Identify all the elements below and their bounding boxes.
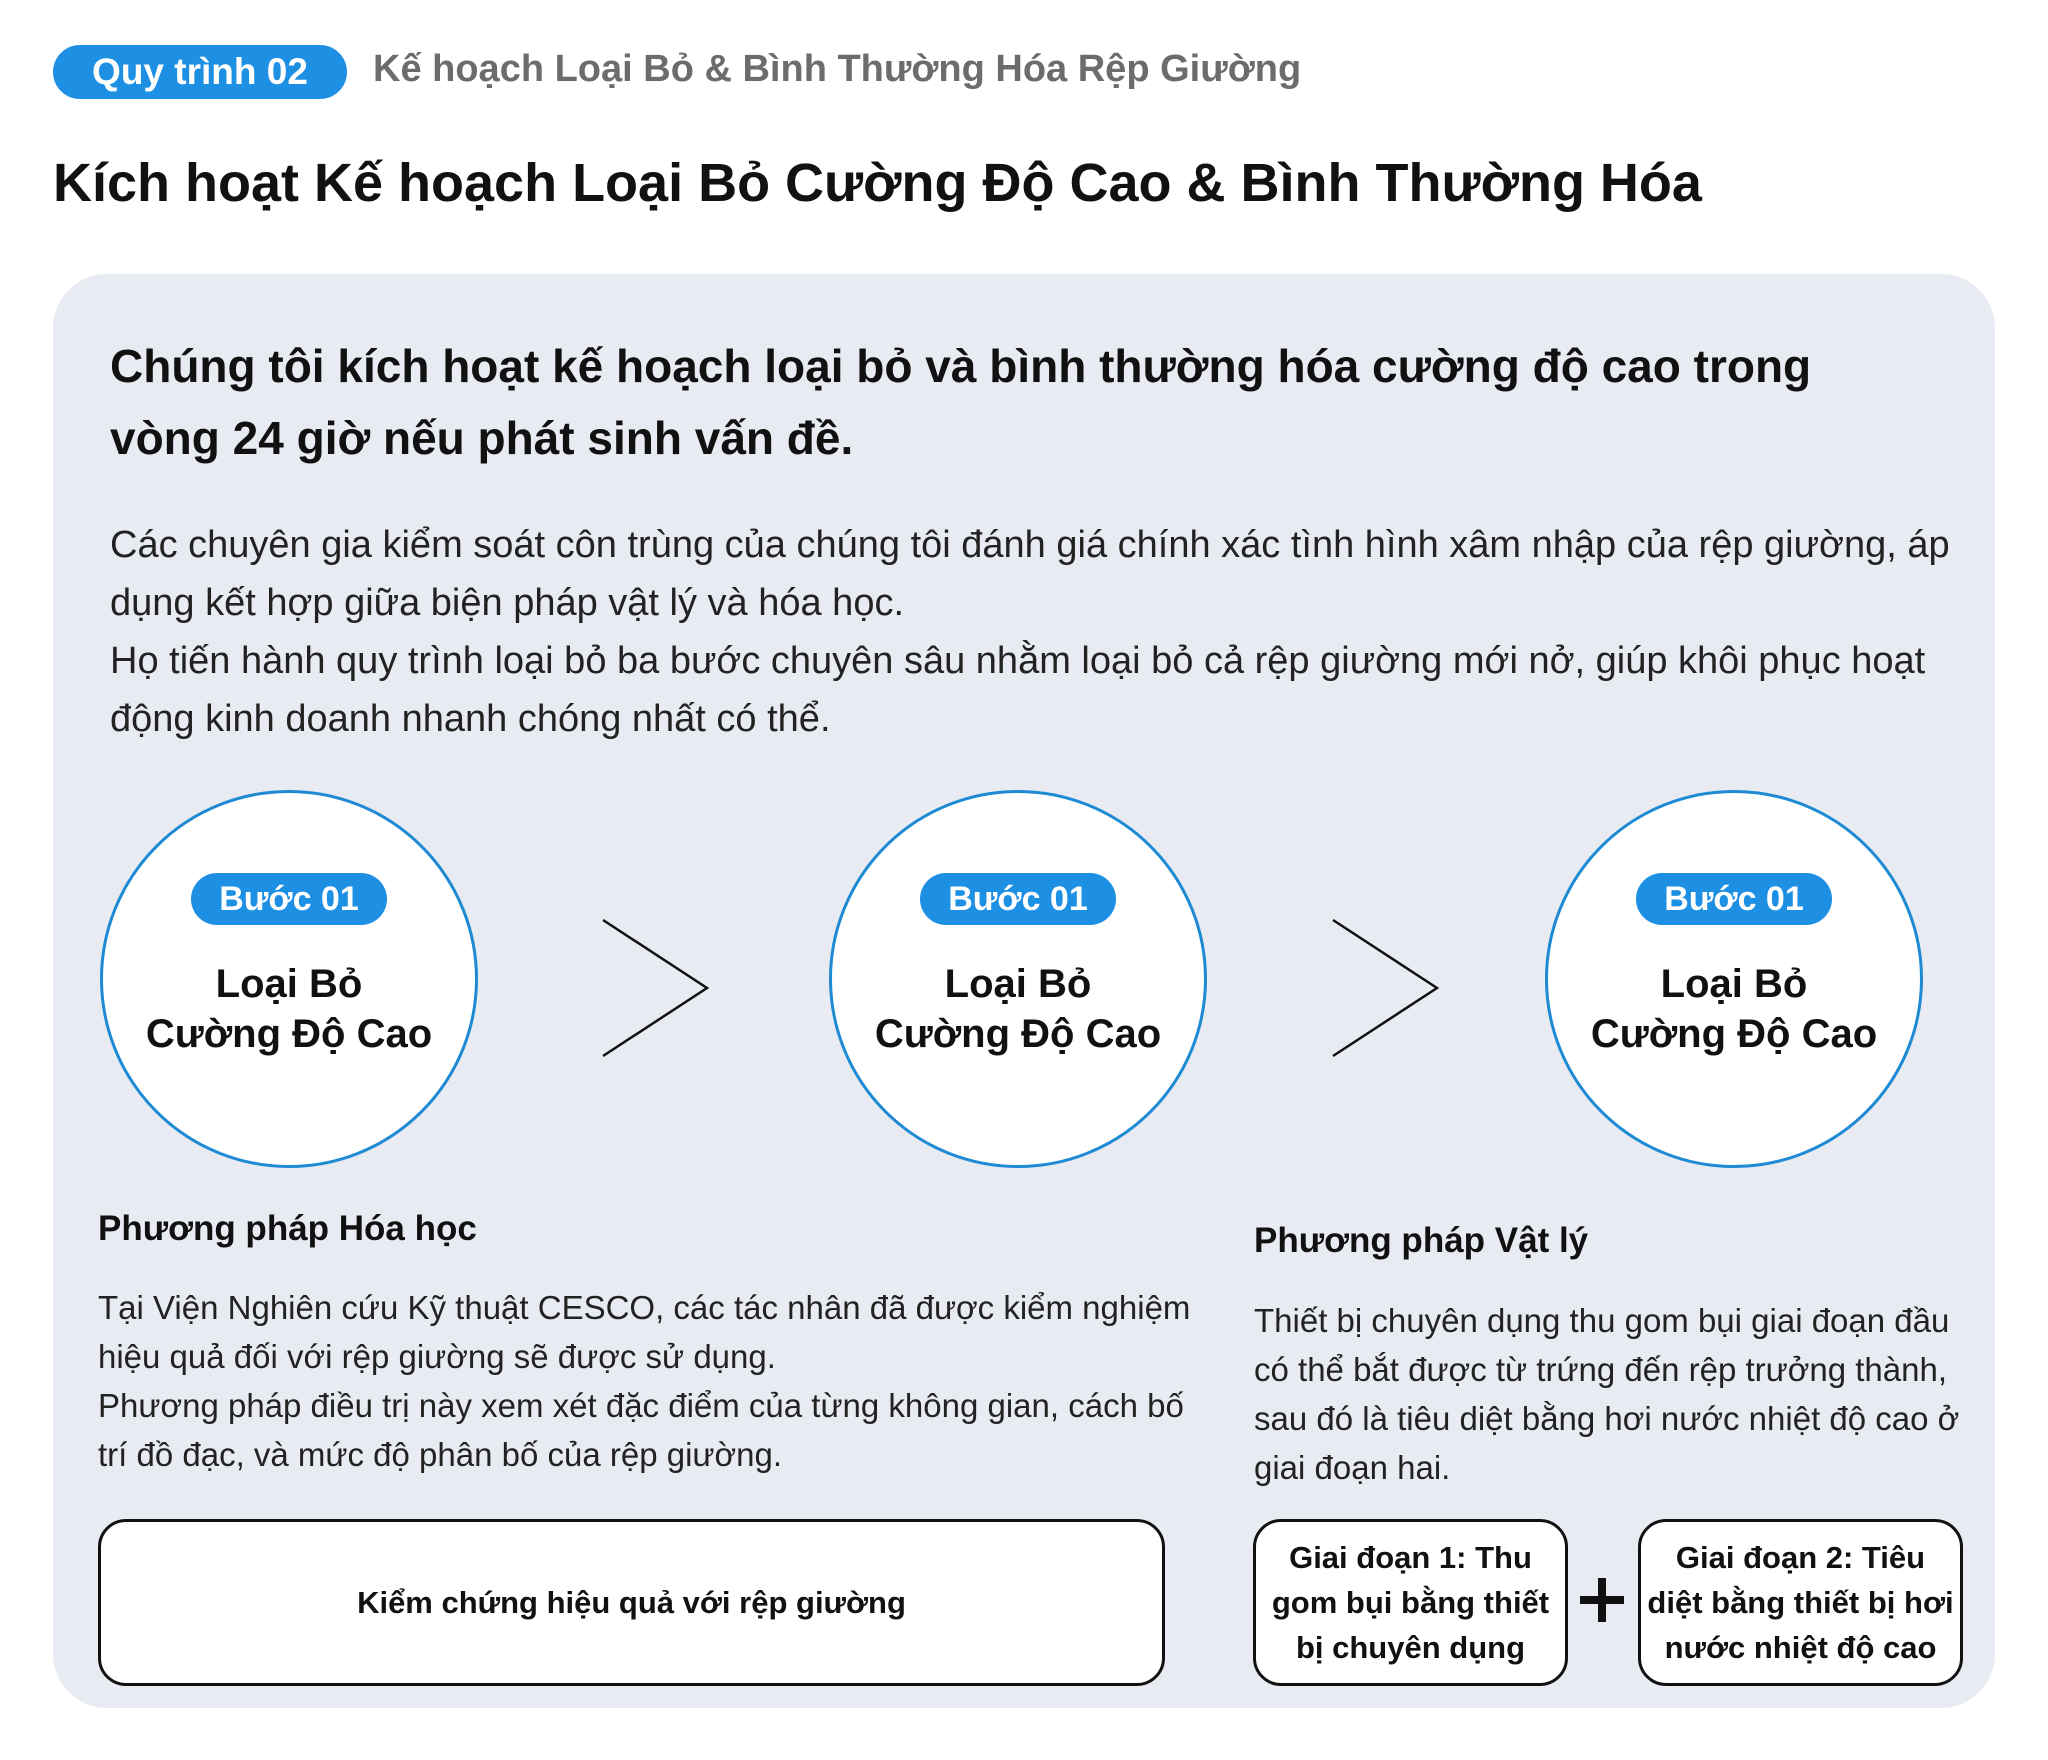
step-circle-3 bbox=[1545, 790, 1923, 1168]
page-title: Kích hoạt Kế hoạch Loại Bỏ Cường Độ Cao & Bình Thường Hóa bbox=[53, 153, 1702, 213]
step-badge: Bước 01 bbox=[1636, 873, 1832, 925]
stage-2-box bbox=[1638, 1519, 1963, 1686]
chemical-method-text bbox=[98, 1283, 1218, 1479]
step-title: Loại Bỏ Cường Độ Cao bbox=[145, 962, 433, 1056]
plus-icon bbox=[1578, 1576, 1626, 1624]
step-title: Loại Bỏ Cường Độ Cao bbox=[874, 962, 1162, 1056]
process-badge: Quy trình 02 bbox=[53, 45, 347, 99]
step-circle-1 bbox=[100, 790, 478, 1168]
chemical-paragraph-1: Tại Viện Nghiên cứu Kỹ thuật CESCO, các tác nhân đã được kiểm nghiệm hiệu quả đối với rệp giường sẽ được sử dụng. bbox=[98, 1289, 1191, 1375]
chevron-right-icon bbox=[1331, 918, 1441, 1058]
chevron-right-icon bbox=[601, 918, 711, 1058]
physical-method-text: Thiết bị chuyên dụng thu gom bụi giai đoạn đầu có thể bắt được từ trứng đến rệp trưởng thành, sau đó là tiêu diệt bằng hơi nước nhiệt độ cao ở giai đoạn hai. bbox=[1254, 1302, 1960, 1486]
physical-method-title: Phương pháp Vật lý bbox=[1254, 1221, 1589, 1260]
verification-box bbox=[98, 1519, 1165, 1686]
chemical-method-title: Phương pháp Hóa học bbox=[98, 1209, 477, 1248]
intro-paragraph-2: Họ tiến hành quy trình loại bỏ ba bước chuyên sâu nhằm loại bỏ cả rệp giường mới nở, giúp khôi phục hoạt động kinh doanh nhanh chóng nhất có thể. bbox=[110, 640, 1926, 740]
stage-2-label: Giai đoạn 2: Tiêu diệt bằng thiết bị hơi nước nhiệt độ cao bbox=[1647, 1540, 1954, 1665]
chemical-paragraph-2: Phương pháp điều trị này xem xét đặc điểm của từng không gian, cách bố trí đồ đạc, và mức độ phân bố của rệp giường. bbox=[98, 1387, 1184, 1473]
verification-label: Kiểm chứng hiệu quả với rệp giường bbox=[357, 1584, 906, 1620]
step-circle-2 bbox=[829, 790, 1207, 1168]
stage-1-label: Giai đoạn 1: Thu gom bụi bằng thiết bị chuyên dụng bbox=[1271, 1540, 1550, 1665]
stage-1-box bbox=[1253, 1519, 1568, 1686]
intro-paragraph-1: Các chuyên gia kiểm soát côn trùng của chúng tôi đánh giá chính xác tình hình xâm nhập của rệp giường, áp dụng kết hợp giữa biện pháp vật lý và hóa học. bbox=[110, 524, 1950, 624]
step-badge: Bước 01 bbox=[191, 873, 387, 925]
intro-text bbox=[110, 516, 1960, 748]
process-title: Kế hoạch Loại Bỏ & Bình Thường Hóa Rệp Giường bbox=[373, 48, 1302, 90]
step-badge: Bước 01 bbox=[920, 873, 1116, 925]
step-title: Loại Bỏ Cường Độ Cao bbox=[1590, 962, 1878, 1056]
panel-headline: Chúng tôi kích hoạt kế hoạch loại bỏ và bình thường hóa cường độ cao trong vòng 24 giờ nếu phát sinh vấn đề. bbox=[110, 340, 1812, 464]
